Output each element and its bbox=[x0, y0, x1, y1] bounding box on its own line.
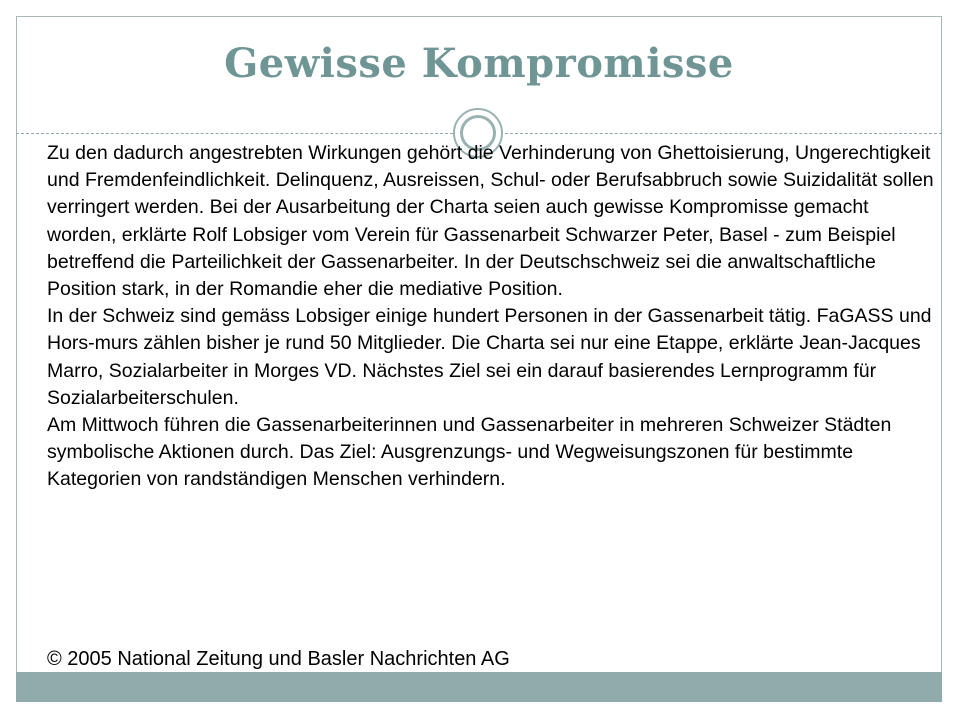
paragraph-1: Zu den dadurch angestrebten Wirkungen gehört die Verhinderung von Ghettoisierung, Ungerechtigkeit und Fremdenfeindlichkeit. Delinquenz, Ausreissen, Schul- oder Berufsabbruch sowie Suizidalität sollen verringert werden. Bei der Ausarbeitung der Charta seien auch gewisse Kompromisse gemacht worden, erklärte Rolf Lobsiger vom Verein für Gassenarbeit Schwarzer Peter, Basel - zum Beispiel betreffend die Parteilichkeit der Gassenarbeiter. In der Deutschschweiz sei die anwaltschaftliche Position stark, in der Romandie eher die mediative Position. bbox=[47, 142, 934, 301]
copyright-notice: © 2005 National Zeitung und Basler Nachrichten AG bbox=[47, 648, 510, 670]
body-text bbox=[47, 140, 937, 494]
footer-bar bbox=[16, 672, 942, 702]
slide-title: Gewisse Kompromisse bbox=[224, 40, 734, 87]
paragraph-2: In der Schweiz sind gemäss Lobsiger einige hundert Personen in der Gassenarbeit tätig. FaGASS und Hors-murs zählen bisher je rund 50 Mitglieder. Die Charta sei nur eine Etappe, erklärte Jean-Jacques Marro, Sozialarbeiter in Morges VD. Nächstes Ziel sei ein darauf basierendes Lernprogramm für Sozialarbeiterschulen. bbox=[47, 305, 932, 409]
paragraph-3: Am Mittwoch führen die Gassenarbeiterinnen und Gassenarbeiter in mehreren Schweizer Städten symbolische Aktionen durch. Das Ziel: Ausgrenzungs- und Wegweisungszonen für bestimmte Kategorien von randständigen Menschen verhindern. bbox=[47, 414, 892, 491]
